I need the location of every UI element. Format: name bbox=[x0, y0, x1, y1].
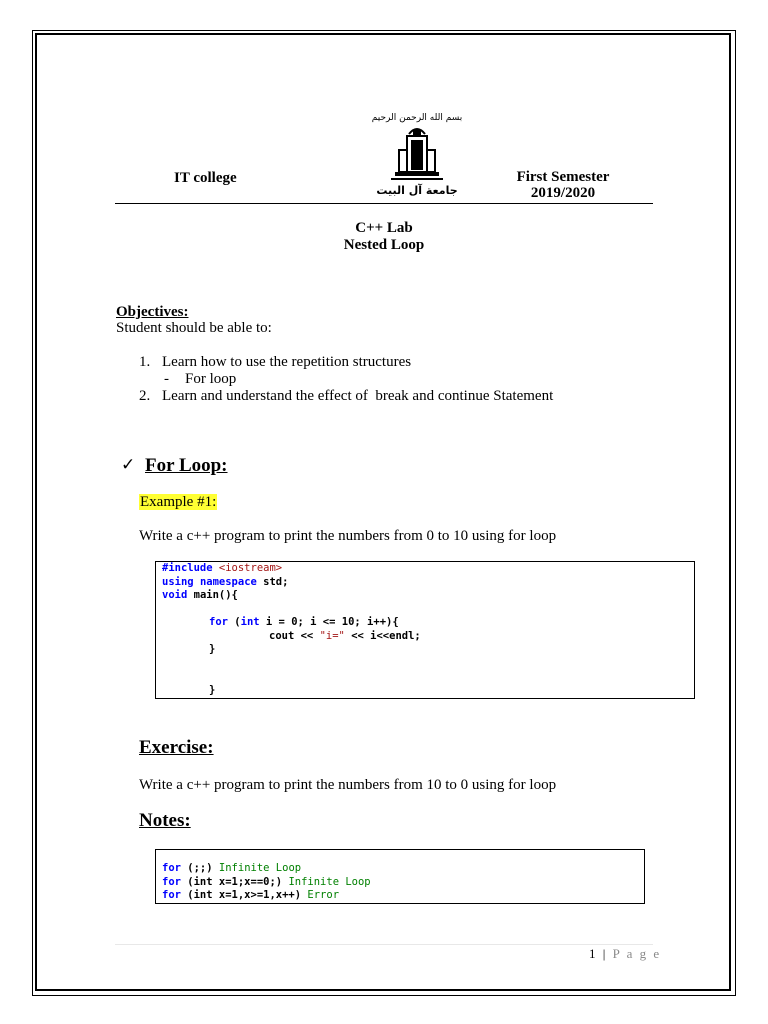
note-line: for (;;) Infinite Loop bbox=[162, 862, 302, 874]
logo-name-text: جامعة آل البيت bbox=[376, 184, 458, 197]
code-line-cout: cout << "i=" << i<<endl; bbox=[269, 629, 421, 642]
footer-divider bbox=[115, 944, 653, 945]
code-line-for: for (int i = 0; i <= 10; i++){ bbox=[209, 616, 399, 628]
objective-item-1 bbox=[139, 354, 412, 371]
objective-num: 2. bbox=[139, 388, 151, 404]
example-label-text: Example #1: bbox=[140, 494, 217, 510]
code-line-namespace: using namespace std; bbox=[162, 575, 289, 588]
header-divider bbox=[115, 203, 653, 204]
objective-text: For loop bbox=[185, 371, 237, 387]
university-logo bbox=[369, 104, 465, 198]
semester-label: First Semester bbox=[516, 169, 610, 185]
page-number-value: 1 bbox=[589, 946, 598, 961]
objective-subitem bbox=[164, 371, 237, 388]
objectives-intro: Student should be able to: bbox=[116, 320, 272, 336]
objective-bullet: - bbox=[164, 371, 169, 387]
objective-item-2 bbox=[139, 388, 554, 405]
academic-year: 2019/2020 bbox=[530, 185, 596, 201]
code-line-main: void main(){ bbox=[162, 589, 238, 601]
page-separator: | bbox=[597, 946, 613, 961]
objective-text: Learn how to use the repetition structures bbox=[162, 354, 412, 370]
exercise-description: Write a c++ program to print the numbers from 10 to 0 using for loop bbox=[139, 777, 557, 793]
page-word: P a g e bbox=[612, 946, 662, 961]
checkmark-icon: ✓ bbox=[121, 455, 136, 474]
code-block-example bbox=[155, 561, 695, 699]
logo-calligraphy-text: بسم الله الرحمن الرحيم bbox=[371, 113, 463, 123]
note-line: for (int x=1,x>=1,x++) Error bbox=[162, 889, 340, 901]
code-line-close-main: } bbox=[209, 683, 216, 696]
notes-heading: Notes: bbox=[139, 810, 191, 831]
exercise-heading: Exercise: bbox=[139, 737, 214, 758]
code-line-close-for: } bbox=[209, 643, 216, 655]
code-block-notes bbox=[155, 849, 645, 904]
objective-num: 1. bbox=[139, 354, 151, 370]
for-loop-heading: For Loop: bbox=[145, 455, 228, 476]
title-topic: Nested Loop bbox=[343, 237, 425, 253]
objectives-heading: Objectives: bbox=[116, 304, 189, 320]
example-label bbox=[139, 494, 217, 511]
example-description: Write a c++ program to print the numbers from 0 to 10 using for loop bbox=[139, 528, 557, 544]
note-line: for (int x=1;x==0;) Infinite Loop bbox=[162, 875, 371, 888]
objective-text: Learn and understand the effect of break and continue Statement bbox=[162, 388, 554, 404]
page-number bbox=[589, 946, 661, 962]
college-name: IT college bbox=[174, 170, 237, 186]
title-course: C++ Lab bbox=[355, 220, 413, 236]
code-line-include: #include <iostream> bbox=[162, 562, 283, 574]
